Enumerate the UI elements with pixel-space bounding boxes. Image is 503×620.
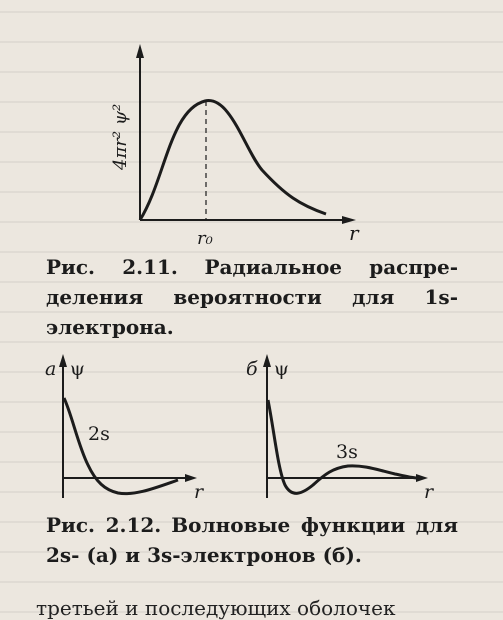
fig212a-tag: а [45, 358, 57, 380]
fig212a-curve-label: 2s [88, 423, 110, 445]
fig212b-curve-label: 3s [336, 441, 358, 463]
fig212b-y-arrow [263, 354, 271, 367]
fig211-xlabel: r [349, 221, 359, 245]
fig212b-ylabel: ψ [274, 358, 289, 380]
figure-2-12-caption [46, 510, 458, 570]
fig212a-curve-2s [64, 398, 178, 494]
fig211-caption-text: Радиальное распределения вероятности для 1s-электрона. [46, 255, 459, 339]
next-page-text-fragment: третьей и последующих оболочек [36, 596, 396, 620]
fig212b-tag: б [246, 358, 258, 380]
fig212-caption-text: Волновые функции для 2s- (а) и 3s-электронов (б). [46, 513, 458, 567]
fig211-caption-number: Рис. 2.11. [46, 255, 178, 279]
fig212a-ylabel: ψ [70, 358, 85, 380]
fig211-r0-label: r₀ [197, 228, 213, 249]
fig212a-y-arrow [59, 354, 67, 367]
fig211-ylabel: 4πr² ψ² [110, 103, 131, 170]
fig212b-xlabel: r [424, 481, 434, 503]
fig212a-xlabel: r [194, 481, 204, 503]
fig212-caption-number: Рис. 2.12. [46, 513, 162, 537]
